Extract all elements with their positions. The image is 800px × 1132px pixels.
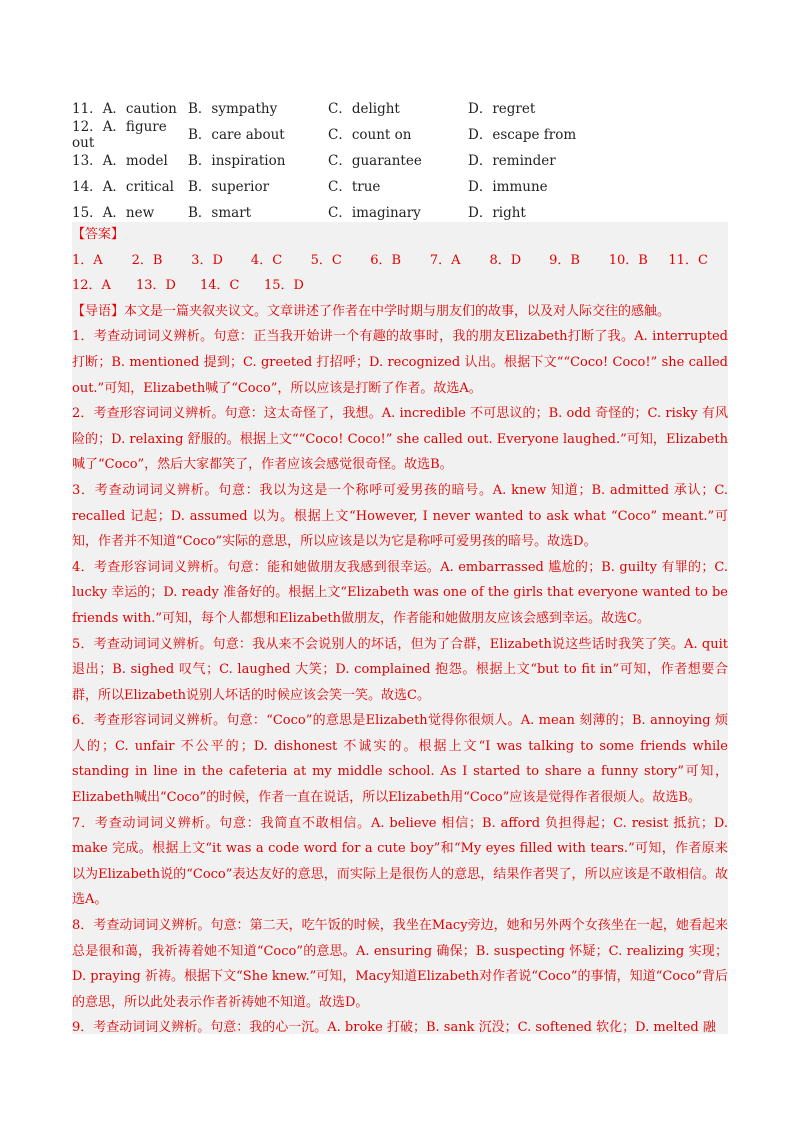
option-a xyxy=(72,201,188,221)
answer-key-item: 12．A xyxy=(72,278,111,294)
answer-panel xyxy=(72,222,728,1034)
option-c: C．delight xyxy=(328,101,400,117)
explanation-8: 8．考查动词词义辨析。句意：第二天，吃午饭的时候，我坐在Macy旁边，她和另外两个女孩坐在一起，她看起来总是很和蔼，我祈祷着她不知道“Coco”的意思。A. ensuring 确保；B. suspecting 怀疑；C. realizing 实现；D. praying 祈祷。根据下文“She knew.”可知，Macy知道Elizabeth对作者说“Coco”的事情，知道“Coco”背后的意思，所以此处表示作者祈祷她不知道。故选D。 xyxy=(72,918,728,1010)
option-b: B．superior xyxy=(188,179,270,195)
answer-heading: 【答案】 xyxy=(72,227,125,242)
option-b: B．smart xyxy=(188,205,252,221)
option-d: D．right xyxy=(468,205,526,221)
option-b: B．sympathy xyxy=(188,101,278,117)
question-number: 14． xyxy=(72,179,103,195)
option-c: C．true xyxy=(328,179,381,195)
option-d: D．escape from xyxy=(468,127,577,143)
answer-key-row-1 xyxy=(72,248,728,274)
question-number: 15． xyxy=(72,205,103,221)
option-a xyxy=(72,175,188,195)
option-row-12 xyxy=(72,119,732,151)
explanation-2: 2．考查形容词词义辨析。句意：这太奇怪了，我想。A. incredible 不可思议的；B. odd 奇怪的；C. risky 有风险的；D. relaxing 舒服的。根据上文““Coco! Coco!” she called out. Everyone laughed.”可知，Elizabeth喊了“Coco”，然后大家都笑了，作者应该会感觉很奇怪。故选B。 xyxy=(72,406,728,473)
answer-key-item: 4．C xyxy=(250,252,283,268)
answer-key-row-2 xyxy=(72,273,728,299)
answer-key-item: 5．C xyxy=(310,252,342,268)
explanation-1: 1．考查动词词义辨析。句意：正当我开始讲一个有趣的故事时，我的朋友Elizabeth打断了我。A. interrupted 打断；B. mentioned 提到；C. greeted 打招呼；D. recognized 认出。根据下文““Coco! Coco!” she called out.”可知，Elizabeth喊了“Coco”，所以应该是打断了作者。故选A。 xyxy=(72,329,728,396)
option-d: D．reminder xyxy=(468,153,556,169)
options-table xyxy=(72,94,732,224)
option-b: B．care about xyxy=(188,127,285,143)
explanation-4: 4．考查形容词词义辨析。句意：能和她做朋友我感到很幸运。A. embarrassed 尴尬的；B. guilty 有罪的；C. lucky 幸运的；D. ready 准备好的。根据上文“Elizabeth was one of the girls that everyone wanted to be friends with.”可知，每个人都想和Elizabeth做朋友，作者能和她做朋友应该会感到幸运。故选C。 xyxy=(72,559,728,626)
answer-key-item: 7．A xyxy=(429,252,461,268)
answer-key-item: 14．C xyxy=(200,278,240,294)
question-number: 12． xyxy=(72,119,103,135)
answer-key-item: 3．D xyxy=(191,252,223,268)
explanation-9: 9．考查动词词义辨析。句意：我的心一沉。A. broke 打破；B. sank 沉没；C. softened 软化；D. melted 融 xyxy=(72,1020,716,1036)
option-row-13 xyxy=(72,146,732,172)
option-d: D．immune xyxy=(468,179,548,195)
option-a-text: A．critical xyxy=(102,179,174,195)
option-b: B．inspiration xyxy=(188,153,286,169)
option-row-14 xyxy=(72,172,732,198)
option-a-text: A．model xyxy=(102,153,168,169)
question-number: 11． xyxy=(72,101,103,117)
answer-key-item: 6．B xyxy=(370,252,402,268)
answer-key-item: 2．B xyxy=(131,252,163,268)
explanation-6: 6．考查形容词词义辨析。句意：“Coco”的意思是Elizabeth觉得你很烦人。A. mean 刻薄的；B. annoying 烦人的；C. unfair 不公平的；D. dishonest 不诚实的。根据上文“I was talking to some friends while standing in line in the cafeteria at my middle school. As I started to share a funny story”可知，Elizabeth喊出“Coco”的时候，作者一直在说话，所以Elizabeth用“Coco”应该是觉得作者很烦人。故选B。 xyxy=(72,713,728,806)
guide-paragraph: 【导语】本文是一篇夹叙夹议文。文章讲述了作者在中学时期与朋友们的故事，以及对人际交往的感触。 xyxy=(72,303,671,319)
answer-key-item: 9．B xyxy=(549,252,580,268)
option-a xyxy=(72,97,188,117)
answer-key-item: 1．A xyxy=(72,252,103,268)
answer-key-item: 8．D xyxy=(489,252,522,268)
option-a-text: A．figure out xyxy=(72,119,167,151)
explanation-7: 7．考查动词词义辨析。句意：我简直不敢相信。A. believe 相信；B. afford 负担得起；C. resist 抵抗；D. make 完成。根据上文“it was a code word for a cute boy”和“My eyes filled with tears.”可知，作者原来以为Elizabeth说的“Coco”表达友好的意思，而实际上是很伤人的意思，结果作者哭了，所以应该是不敢相信。故选A。 xyxy=(72,815,728,908)
option-c: C．guarantee xyxy=(328,153,422,169)
answer-key-item: 11．C xyxy=(668,252,708,268)
option-row-15 xyxy=(72,198,732,224)
option-c: C．count on xyxy=(328,127,412,143)
option-d: D．regret xyxy=(468,101,536,117)
explanation-3: 3．考查动词词义辨析。句意：我以为这是一个称呼可爱男孩的暗号。A. knew 知道；B. admitted 承认；C. recalled 记起；D. assumed 以为。根据上文“However, I never wanted to ask what “Coco” meant.”可知，作者并不知道“Coco”实际的意思，所以应该是以为它是称呼可爱男孩的暗号。故选D。 xyxy=(72,482,728,550)
answer-key-item: 13．D xyxy=(136,278,176,294)
answer-key-item: 10．B xyxy=(608,252,648,268)
option-a-text: A．new xyxy=(102,205,155,221)
question-number: 13． xyxy=(72,153,103,169)
option-c: C．imaginary xyxy=(328,205,421,221)
option-a xyxy=(72,149,188,169)
option-a-text: A．caution xyxy=(102,101,177,117)
answer-key-item: 15．D xyxy=(264,278,304,294)
explanation-5: 5．考查动词词义辨析。句意：我从来不会说别人的坏话，但为了合群，Elizabeth说这些话时我笑了笑。A. quit 退出；B. sighed 叹气；C. laughed 大笑；D. complained 抱怨。根据上文“but to fit in”可知，作者想要合群，所以Elizabeth说别人坏话的时候应该会笑一笑。故选C。 xyxy=(72,636,728,703)
option-a xyxy=(72,115,188,151)
